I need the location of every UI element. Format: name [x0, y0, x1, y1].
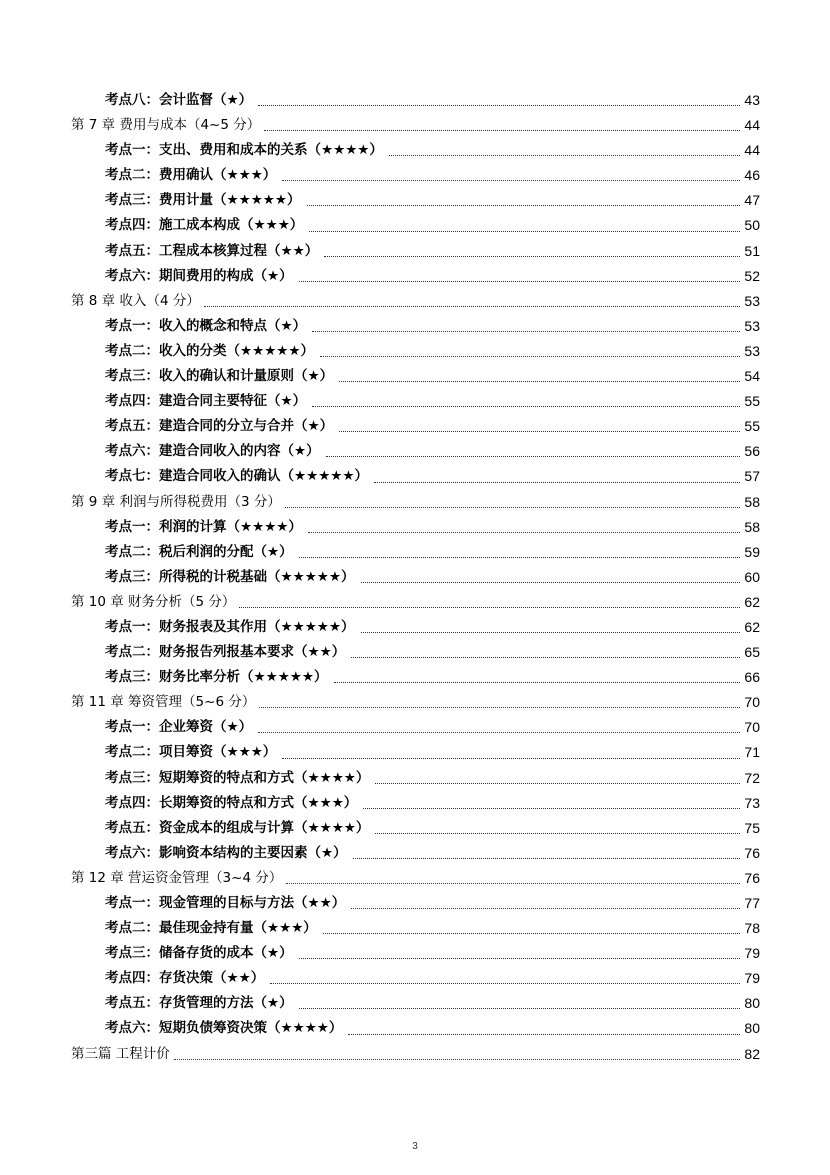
toc-entry-title: 考点三：财务比率分析（★★★★★）: [105, 669, 328, 686]
toc-entry-page: 70: [744, 694, 760, 711]
toc-entry-page: 47: [744, 192, 760, 209]
toc-entry-page: 62: [744, 618, 760, 635]
toc-section-entry[interactable]: [71, 188, 760, 213]
toc-section-entry[interactable]: [71, 991, 760, 1016]
dot-leader: [299, 941, 741, 966]
toc-entry-page: 70: [744, 719, 760, 736]
toc-entry-title: 考点一：收入的概念和特点（★）: [105, 317, 307, 334]
toc-entry-title: 第 10 章 财务分析（5 分）: [71, 593, 236, 610]
dot-leader: [299, 264, 741, 289]
toc-entry-page: 44: [744, 142, 760, 159]
toc-entry-title: 考点六：期间费用的构成（★）: [105, 267, 293, 284]
toc-section-entry[interactable]: [71, 791, 760, 816]
toc-entry-title: 考点五：存货管理的方法（★）: [105, 995, 293, 1012]
toc-entry-title: 考点一：支出、费用和成本的关系（★★★★）: [105, 142, 383, 159]
toc-entry-page: 80: [744, 1020, 760, 1037]
toc-chapter-entry[interactable]: [71, 1042, 760, 1067]
toc-entry-page: 57: [744, 468, 760, 485]
toc-section-entry[interactable]: [71, 389, 760, 414]
toc-entry-title: 考点二：财务报告列报基本要求（★★）: [105, 644, 346, 661]
dot-leader: [375, 816, 740, 841]
toc-entry-title: 第 7 章 费用与成本（4~5 分）: [71, 117, 261, 134]
dot-leader: [258, 88, 740, 113]
toc-section-entry[interactable]: [71, 314, 760, 339]
toc-section-entry[interactable]: [71, 565, 760, 590]
toc-entry-page: 58: [744, 493, 760, 510]
toc-entry-title: 考点五：资金成本的组成与计算（★★★★）: [105, 819, 370, 836]
toc-entry-title: 第 12 章 营运资金管理（3~4 分）: [71, 869, 283, 886]
dot-leader: [309, 213, 740, 238]
toc-entry-title: 考点二：最佳现金持有量（★★★）: [105, 920, 317, 937]
toc-entry-page: 59: [744, 543, 760, 560]
toc-entry-title: 考点四：建造合同主要特征（★）: [105, 393, 307, 410]
toc-entry-page: 53: [744, 292, 760, 309]
toc-entry-page: 50: [744, 217, 760, 234]
toc-entry-title: 考点一：现金管理的目标与方法（★★）: [105, 895, 346, 911]
toc-section-entry[interactable]: [71, 414, 760, 439]
toc-section-entry[interactable]: [71, 364, 760, 389]
toc-entry-title: 第 8 章 收入（4 分）: [71, 292, 200, 309]
toc-entry-page: 55: [744, 393, 760, 410]
dot-leader: [286, 866, 740, 891]
toc-entry-title: 第 9 章 利润与所得税费用（3 分）: [71, 493, 281, 510]
toc-entry-title: 考点四：存货决策（★★）: [105, 970, 265, 987]
toc-entry-title: 第三篇 工程计价: [71, 1045, 170, 1062]
toc-entry-page: 75: [744, 819, 760, 836]
toc-entry-page: 58: [744, 518, 760, 535]
toc-entry-title: 考点五：建造合同的分立与合并（★）: [105, 418, 334, 435]
dot-leader: [299, 991, 741, 1016]
dot-leader: [320, 339, 740, 364]
dot-leader: [282, 163, 740, 188]
toc-entry-page: 79: [744, 970, 760, 987]
toc-chapter-entry[interactable]: [71, 289, 760, 314]
dot-leader: [361, 565, 741, 590]
toc-section-entry[interactable]: [71, 816, 760, 841]
dot-leader: [326, 439, 741, 464]
toc-section-entry[interactable]: [71, 740, 760, 765]
toc-section-entry[interactable]: [71, 163, 760, 188]
toc-entry-title: 考点二：收入的分类（★★★★★）: [105, 342, 315, 359]
toc-section-entry[interactable]: [71, 916, 760, 941]
toc-entry-page: 71: [744, 744, 760, 761]
dot-leader: [323, 916, 741, 941]
toc-entry-page: 76: [744, 844, 760, 861]
toc-section-entry[interactable]: [71, 515, 760, 540]
toc-chapter-entry[interactable]: [71, 866, 760, 891]
toc-entry-page: 56: [744, 443, 760, 460]
toc-entry-title: 考点八：会计监督（★）: [105, 92, 253, 108]
toc-entry-title: 考点二：费用确认（★★★）: [105, 167, 277, 184]
dot-leader: [351, 640, 740, 665]
toc-section-entry[interactable]: [71, 138, 760, 163]
toc-entry-page: 72: [744, 769, 760, 786]
toc-entry-page: 62: [744, 593, 760, 610]
toc-entry-page: 54: [744, 368, 760, 385]
dot-leader: [334, 665, 741, 690]
dot-leader: [258, 715, 740, 740]
toc-section-entry[interactable]: [71, 540, 760, 565]
toc-entry-page: 60: [744, 568, 760, 585]
toc-entry-page: 82: [744, 1045, 760, 1062]
dot-leader: [259, 690, 740, 715]
toc-section-entry[interactable]: [71, 464, 760, 489]
dot-leader: [375, 766, 740, 791]
toc-section-entry[interactable]: [71, 88, 760, 113]
dot-leader: [348, 1016, 740, 1041]
toc-entry-title: 考点一：企业筹资（★）: [105, 719, 253, 736]
toc-entry-title: 考点二：项目筹资（★★★）: [105, 744, 277, 761]
toc-entry-page: 43: [744, 92, 760, 108]
dot-leader: [353, 841, 741, 866]
toc-entry-title: 考点三：收入的确认和计量原则（★）: [105, 368, 334, 385]
dot-leader: [324, 239, 740, 264]
toc-section-entry[interactable]: [71, 1016, 760, 1041]
toc-section-entry[interactable]: [71, 339, 760, 364]
toc-entry-title: 考点二：税后利润的分配（★）: [105, 543, 293, 560]
dot-leader: [374, 464, 740, 489]
dot-leader: [174, 1042, 741, 1067]
dot-leader: [351, 891, 740, 916]
toc-section-entry[interactable]: [71, 640, 760, 665]
dot-leader: [282, 740, 740, 765]
toc-section-entry[interactable]: [71, 891, 760, 916]
toc-section-entry[interactable]: [71, 766, 760, 791]
toc-entry-title: 第 11 章 筹资管理（5~6 分）: [71, 694, 256, 711]
toc-section-entry[interactable]: [71, 239, 760, 264]
toc-section-entry[interactable]: [71, 439, 760, 464]
toc-section-entry[interactable]: [71, 841, 760, 866]
toc-entry-page: 77: [744, 895, 760, 911]
toc-entry-title: 考点六：影响资本结构的主要因素（★）: [105, 844, 347, 861]
toc-entry-page: 76: [744, 869, 760, 886]
toc-entry-page: 53: [744, 342, 760, 359]
toc-chapter-entry[interactable]: [71, 590, 760, 615]
dot-leader: [239, 590, 740, 615]
toc-entry-page: 79: [744, 945, 760, 962]
toc-entry-page: 65: [744, 644, 760, 661]
toc-entry-title: 考点三：所得税的计税基础（★★★★★）: [105, 568, 355, 585]
toc-entry-page: 53: [744, 317, 760, 334]
toc-section-entry[interactable]: [71, 264, 760, 289]
dot-leader: [361, 615, 741, 640]
dot-leader: [204, 289, 741, 314]
toc-entry-title: 考点六：建造合同收入的内容（★）: [105, 443, 320, 460]
dot-leader: [270, 966, 740, 991]
toc-entry-page: 78: [744, 920, 760, 937]
toc-section-entry[interactable]: [71, 665, 760, 690]
toc-entry-title: 考点六：短期负债筹资决策（★★★★）: [105, 1020, 343, 1037]
toc-section-entry[interactable]: [71, 213, 760, 238]
toc-entry-title: 考点三：储备存货的成本（★）: [105, 945, 293, 962]
table-of-contents: [71, 88, 760, 1067]
toc-entry-title: 考点四：施工成本构成（★★★）: [105, 217, 304, 234]
toc-entry-page: 52: [744, 267, 760, 284]
toc-entry-title: 考点五：工程成本核算过程（★★）: [105, 242, 319, 259]
page-number: 3: [412, 1141, 418, 1152]
toc-entry-title: 考点一：利润的计算（★★★★）: [105, 518, 302, 535]
toc-entry-page: 73: [744, 794, 760, 811]
dot-leader: [339, 364, 740, 389]
toc-entry-title: 考点三：短期筹资的特点和方式（★★★★）: [105, 769, 370, 786]
toc-entry-page: 66: [744, 669, 760, 686]
toc-chapter-entry[interactable]: [71, 490, 760, 515]
dot-leader: [312, 389, 740, 414]
toc-entry-page: 55: [744, 418, 760, 435]
toc-entry-page: 44: [744, 117, 760, 134]
dot-leader: [308, 515, 741, 540]
toc-chapter-entry[interactable]: [71, 113, 760, 138]
dot-leader: [312, 314, 740, 339]
toc-entry-title: 考点一：财务报表及其作用（★★★★★）: [105, 618, 355, 635]
toc-section-entry[interactable]: [71, 615, 760, 640]
toc-entry-page: 51: [744, 242, 760, 259]
toc-section-entry[interactable]: [71, 715, 760, 740]
toc-section-entry[interactable]: [71, 966, 760, 991]
dot-leader: [264, 113, 740, 138]
dot-leader: [285, 490, 741, 515]
dot-leader: [339, 414, 740, 439]
dot-leader: [299, 540, 741, 565]
toc-entry-page: 80: [744, 995, 760, 1012]
toc-entry-title: 考点三：费用计量（★★★★★）: [105, 192, 301, 209]
dot-leader: [363, 791, 740, 816]
toc-entry-title: 考点四：长期筹资的特点和方式（★★★）: [105, 794, 358, 811]
toc-chapter-entry[interactable]: [71, 690, 760, 715]
toc-entry-title: 考点七：建造合同收入的确认（★★★★★）: [105, 468, 369, 485]
dot-leader: [389, 138, 741, 163]
dot-leader: [307, 188, 741, 213]
toc-entry-page: 46: [744, 167, 760, 184]
toc-section-entry[interactable]: [71, 941, 760, 966]
